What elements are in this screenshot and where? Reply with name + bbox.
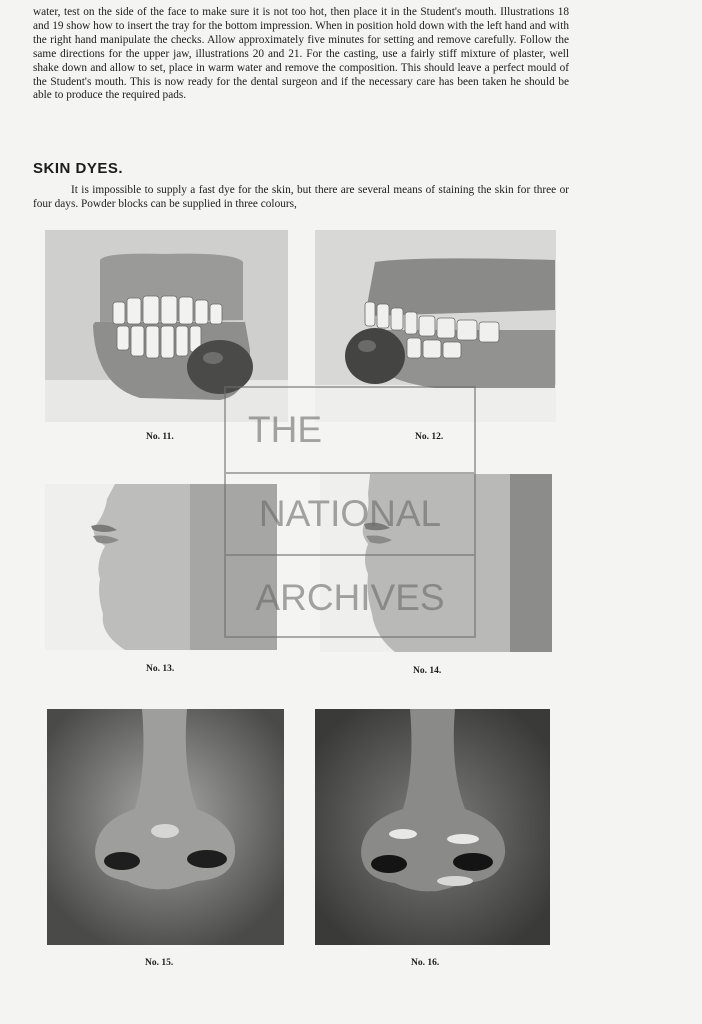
figure-13-caption: No. 13. bbox=[146, 664, 175, 674]
figure-11-dental-model-photo bbox=[45, 230, 288, 422]
figure-14-lips-profile-photo bbox=[320, 474, 552, 652]
figure-12-caption: No. 12. bbox=[415, 432, 444, 442]
watermark-line-2: NATIONAL bbox=[226, 472, 474, 556]
watermark-line-1: THE bbox=[248, 409, 322, 450]
figure-15-nose-photo bbox=[47, 709, 284, 945]
figure-12-dental-model-photo bbox=[315, 230, 556, 422]
skin-dyes-paragraph: It is impossible to supply a fast dye for the skin, but there are several means of staining the skin for three or four days. Powder blocks can be supplied in three colours, bbox=[33, 184, 569, 210]
figure-14-caption: No. 14. bbox=[413, 666, 442, 676]
figure-11-caption: No. 11. bbox=[146, 432, 174, 442]
watermark-line-3: ARCHIVES bbox=[255, 577, 445, 618]
figure-16-nose-photo bbox=[315, 709, 550, 945]
figure-16-caption: No. 16. bbox=[411, 958, 440, 968]
section-heading: SKIN DYES. bbox=[33, 160, 124, 177]
intro-paragraph: water, test on the side of the face to make sure it is not too hot, then place it in the Student's mouth. Illustrations 18 and 19 show how to insert the tray for the bottom impression. When in position hold down with the left hand and with the right hand manipulate the checks. Allow approximately five minutes for setting and remove carefully. Follow the same directions for the upper jaw, illustrations 20 and 21. For the casting, use a fairly stiff mixture of plaster, well shake down and allow to set, place in warm water and remove the composition. This should leave a perfect mould of the Student's mouth. This is now ready for the dental surgeon and if the necessary care has been taken he should be able to produce the required pads. bbox=[33, 6, 569, 102]
figure-15-caption: No. 15. bbox=[145, 958, 174, 968]
figure-13-lips-profile-photo bbox=[45, 484, 277, 650]
